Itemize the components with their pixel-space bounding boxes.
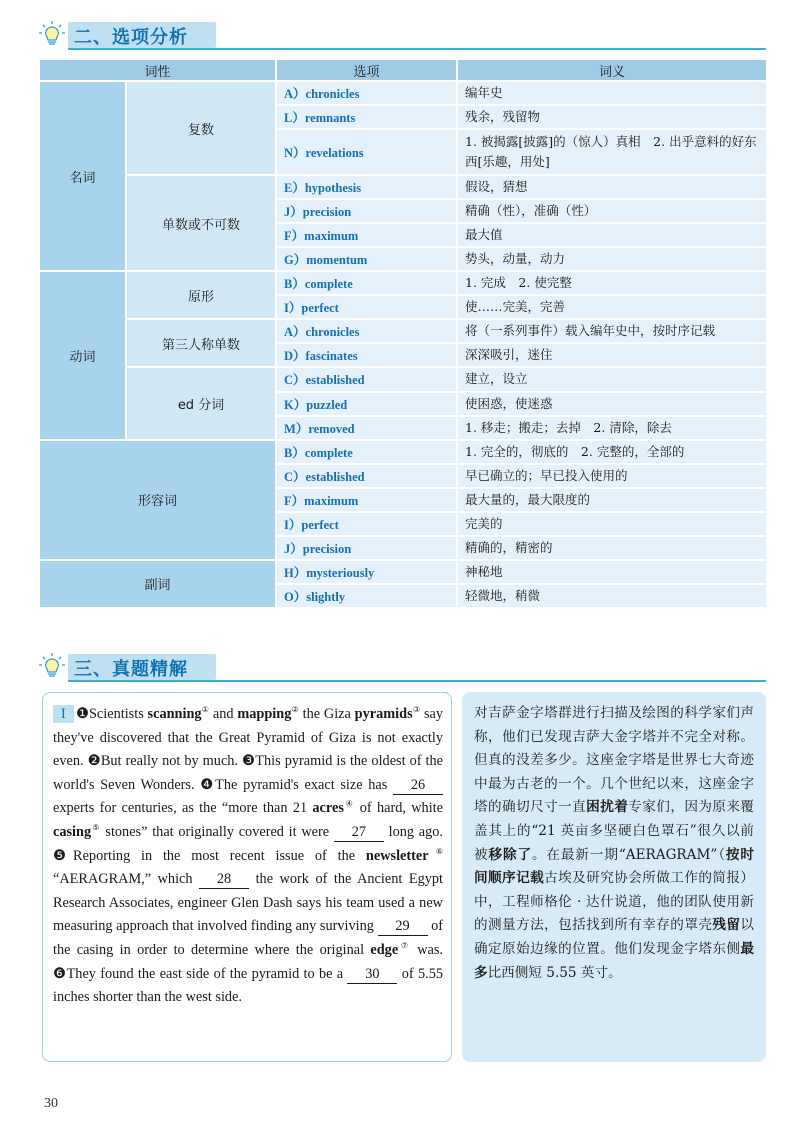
option-cell: J）precision <box>276 199 457 223</box>
meaning-cell: 最大量的，最大限度的 <box>457 488 767 512</box>
option-cell: I）perfect <box>276 512 457 536</box>
header-meaning: 词义 <box>457 59 767 81</box>
page-number: 30 <box>44 1096 58 1111</box>
subgroup-third-person: 第三人称单数 <box>126 319 276 367</box>
passage-span: the Giza <box>298 706 355 722</box>
option-cell: H）mysteriously <box>276 560 457 584</box>
translation-keyword: 移除了 <box>488 846 532 863</box>
passage-span: But really not by much. <box>100 753 239 770</box>
option-cell: M）removed <box>276 416 457 440</box>
lightbulb-icon <box>38 20 66 50</box>
passage-span: This pyramid is the oldest of the world's Seven Wonders. <box>53 753 443 793</box>
passage-span: The pyramid's exact size has <box>215 776 393 793</box>
option-cell: G）momentum <box>276 247 457 271</box>
meaning-cell: 编年史 <box>457 81 767 105</box>
table-row <box>39 81 767 105</box>
blank-26: 26 <box>393 777 443 795</box>
meaning-cell: 早已确立的；早已投入使用的 <box>457 464 767 488</box>
subgroup-ed: ed 分词 <box>126 367 276 439</box>
section-header-options <box>38 20 766 50</box>
meaning-cell: 精确的，精密的 <box>457 536 767 560</box>
meaning-cell: 残余，残留物 <box>457 105 767 129</box>
passage-span: of the casing in order to determine where the original <box>53 918 443 958</box>
translation-span: 专家们，因为原来覆盖其上的“21 英亩多坚硬白色罩石”很久以前被 <box>474 799 755 863</box>
passage-box <box>42 692 452 1062</box>
lightbulb-icon <box>38 652 66 682</box>
passage-span: was. <box>410 941 443 958</box>
meaning-cell: 势头，动量，动力 <box>457 247 767 271</box>
translation-span: 。在最新一期“AERAGRAM”（ <box>531 846 726 863</box>
blank-29: 29 <box>378 918 428 936</box>
sentence-number: ❻ <box>53 965 67 982</box>
meaning-cell: 1. 完全的，彻底的 2. 完整的，全部的 <box>457 440 767 464</box>
subgroup-plural: 复数 <box>126 81 276 175</box>
translation-span: 对吉萨金字塔群进行扫描及绘图的科学家们声称，他们已发现吉萨大金字塔并不完全对称。但真的没差多少。这座金字塔是世界七大奇迹中最为古老的一个。几个世纪以来，这座金字塔的确切尺寸一直 <box>474 705 754 816</box>
meaning-cell: 深深吸引，迷住 <box>457 343 767 367</box>
translation-span: 比西侧短 5.55 英寸。 <box>487 964 622 981</box>
note-marker: ③ <box>412 705 421 715</box>
blank-30: 30 <box>347 966 397 984</box>
sentence-number: ❸ <box>242 753 256 770</box>
translation-keyword: 残留 <box>712 917 741 934</box>
sentence-number: ❷ <box>87 753 101 770</box>
blank-28: 28 <box>199 871 249 889</box>
sentence-number: ❹ <box>200 776 216 793</box>
option-cell: K）puzzled <box>276 392 457 416</box>
header-rule <box>68 48 766 50</box>
translation-box <box>462 692 766 1062</box>
note-marker: ② <box>291 705 299 715</box>
header-pos: 词性 <box>39 59 276 81</box>
passage-span: of hard, white <box>354 800 443 817</box>
blank-27: 27 <box>334 824 384 842</box>
keyword: acres <box>312 800 344 817</box>
sentence-number: ❺ <box>53 847 74 864</box>
option-cell: J）precision <box>276 536 457 560</box>
passage-span: say they've discovered that the Great Pyramid of Giza is not exactly even. <box>53 706 444 770</box>
option-cell: O）slightly <box>276 584 457 608</box>
option-cell: A）chronicles <box>276 319 457 343</box>
passage-span: and <box>209 706 238 722</box>
meaning-cell: 1. 移走；搬走；去掉 2. 清除，除去 <box>457 416 767 440</box>
section-header-analysis <box>38 652 766 682</box>
subgroup-singular: 单数或不可数 <box>126 175 276 271</box>
option-cell: F）maximum <box>276 488 457 512</box>
keyword: edge <box>370 941 399 958</box>
option-cell: F）maximum <box>276 223 457 247</box>
table-row <box>39 175 767 199</box>
section-title: 三、真题精解 <box>74 659 188 680</box>
table-row <box>39 560 767 584</box>
passage-span: They found the east side of the pyramid to be a <box>66 965 348 982</box>
section-title: 二、选项分析 <box>74 27 188 48</box>
meaning-cell: 假设，猜想 <box>457 175 767 199</box>
note-marker: ⑦ <box>398 941 411 951</box>
options-table <box>38 58 768 609</box>
meaning-cell: 精确（性），准确（性） <box>457 199 767 223</box>
option-cell: C）established <box>276 464 457 488</box>
meaning-cell: 神秘地 <box>457 560 767 584</box>
passage-span: of 5.55 inches shorter than the west side. <box>53 965 443 1006</box>
header-option: 选项 <box>276 59 457 81</box>
keyword: casing <box>53 823 92 840</box>
passage-span: experts for centuries, as the “more than 21 <box>53 800 313 817</box>
header-rule <box>68 680 766 682</box>
passage-span: stones” that originally covered it were <box>100 823 334 840</box>
keyword: pyramids <box>354 706 413 722</box>
translation-span: 以确定原始边缘的位置。他们发现金字塔东侧 <box>474 917 755 957</box>
passage-span: long ago. <box>383 823 443 840</box>
group-adverb: 副词 <box>39 560 276 608</box>
translation-keyword: 困扰着 <box>586 799 629 816</box>
option-cell: A）chronicles <box>276 81 457 105</box>
sentence-number: ❶ <box>75 706 89 722</box>
group-verb: 动词 <box>39 271 126 439</box>
translation-span: 古埃及研究协会所做工作的简报）中，工程师格伦 · 达什说道，他的团队使用新的测量方法，包括找到所有幸存的罩壳 <box>474 870 755 934</box>
option-cell: B）complete <box>276 440 457 464</box>
paragraph-tag: I <box>53 705 74 723</box>
meaning-cell: 1. 被揭露[披露]的（惊人）真相 2. 出乎意料的好东西[乐趣，用处] <box>457 129 767 175</box>
meaning-cell: 最大值 <box>457 223 767 247</box>
table-row <box>39 440 767 464</box>
keyword: scanning <box>147 706 202 722</box>
passage-span: “AERAGRAM,” which <box>53 871 200 888</box>
meaning-cell: 将（一系列事件）载入编年史中，按时序记载 <box>457 319 767 343</box>
meaning-cell: 轻微地，稍微 <box>457 584 767 608</box>
meaning-cell: 完美的 <box>457 512 767 536</box>
passage-span: Reporting in the most recent issue of the <box>73 847 366 864</box>
meaning-cell: 建立，设立 <box>457 367 767 391</box>
passage-span: the work of the Ancient Egypt Research Associates, engineer Glen Dash says his team used a new measuring approach that involved finding any surviving <box>53 871 443 935</box>
option-cell: C）established <box>276 367 457 391</box>
note-marker: ① <box>201 705 210 715</box>
table-row <box>39 319 767 343</box>
note-marker: ⑥ <box>428 846 444 856</box>
option-cell: I）perfect <box>276 295 457 319</box>
translation-keyword: 按时间顺序记载 <box>474 846 754 887</box>
table-header-row <box>39 59 767 81</box>
option-cell: N）revelations <box>276 129 457 175</box>
note-marker: ⑤ <box>91 823 101 833</box>
passage-span: Scientists <box>88 706 148 722</box>
meaning-cell: 1. 完成 2. 使完整 <box>457 271 767 295</box>
subgroup-base: 原形 <box>126 271 276 319</box>
option-cell: D）fascinates <box>276 343 457 367</box>
group-adjective: 形容词 <box>39 440 276 560</box>
table-row <box>39 367 767 391</box>
passage-text <box>53 703 443 1010</box>
option-cell: B）complete <box>276 271 457 295</box>
note-marker: ④ <box>343 799 355 809</box>
meaning-cell: 使……完美，完善 <box>457 295 767 319</box>
group-noun: 名词 <box>39 81 126 271</box>
keyword: newsletter <box>365 847 429 864</box>
option-cell: E）hypothesis <box>276 175 457 199</box>
meaning-cell: 使困惑，使迷惑 <box>457 392 767 416</box>
translation-text <box>474 702 754 985</box>
translation-keyword: 最多 <box>474 940 754 981</box>
option-cell: L）remnants <box>276 105 457 129</box>
keyword: mapping <box>237 706 292 722</box>
table-row <box>39 271 767 295</box>
